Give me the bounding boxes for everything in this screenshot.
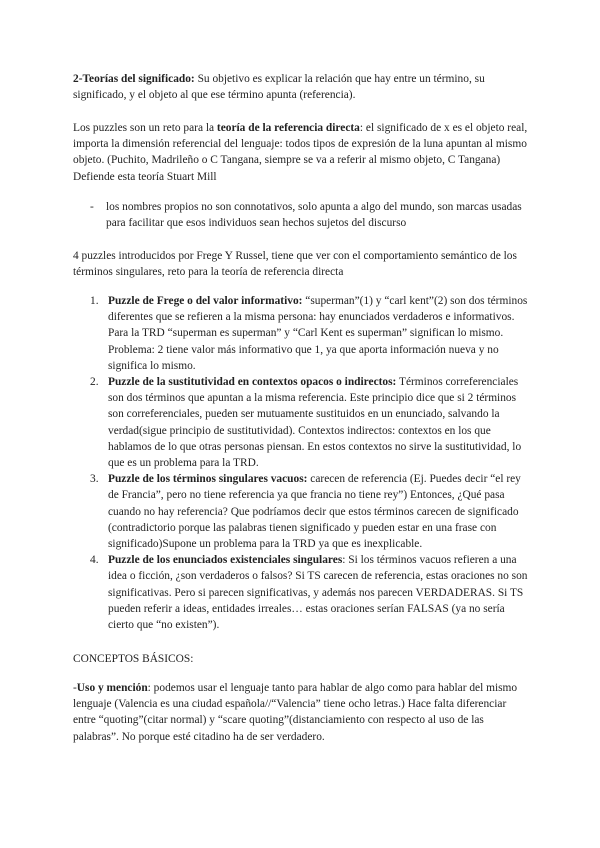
puzzles-intro-paragraph: [73, 120, 528, 185]
list-item: [73, 552, 528, 633]
uso-mencion-prefix: -: [73, 682, 77, 694]
puzzle-title: Puzzle de Frege o del valor informativo:: [108, 295, 303, 307]
bullet-list: [73, 199, 528, 231]
puzzle-text: “superman”(1) y “carl kent”(2) son dos términos diferentes que se refieren a la misma persona: hay enunciados verdaderos e informativos. Para la TRD “superman es superman” y “Carl Kent es superman” significan lo mismo. Problema: 2 tiene valor más informativo que 1, ya que aporta información nueva y no significa lo mismo.: [108, 295, 528, 372]
list-item: [73, 199, 528, 231]
list-number: 2.: [90, 376, 99, 389]
list-number: 1.: [90, 295, 99, 307]
defender-line: Defiende esta teoría Stuart Mill: [73, 170, 217, 183]
list-item: [73, 471, 528, 552]
section-heading: 2-Teorías del significado:: [73, 73, 195, 85]
uso-mencion-term: Uso y mención: [76, 682, 148, 694]
puzzle-title: Puzzle de la sustitutividad en contextos opacos o indirectos:: [108, 376, 397, 389]
four-puzzles-intro: 4 puzzles introducidos por Frege Y Russel, tiene que ver con el comportamiento semántico de los términos singulares, reto para la teoría de referencia directa: [73, 250, 517, 279]
uso-mencion-text: : podemos usar el lenguaje tanto para hablar de algo como para hablar del mismo lenguaje (Valencia es una ciudad española//“Valencia” tiene ocho letras.) Hace falta diferenciar entre “quoting”(citar normal) y “scare quoting”(distanciamiento con respecto al uso de las palabras”. No porque esté citadino ha de ser verdadero.: [73, 682, 518, 743]
conceptos-heading: CONCEPTOS BÁSICOS:: [73, 653, 194, 665]
puzzle-title: Puzzle de los términos singulares vacuos:: [108, 473, 308, 486]
puzzle-text: : Si los términos vacuos refieren a una idea o ficción, ¿son verdaderos o falsos? Si TS carecen de referencia, estas oraciones no son significativas. Pero si parecen significativas, y además nos parecen VERDADERAS. Si TS pueden referir a ideas, entidades irreales… estas oraciones serían FALSAS (ya no sería cierto que “no existen”).: [108, 554, 528, 632]
list-number: 3.: [90, 473, 99, 486]
uso-mencion-paragraph: [73, 680, 528, 745]
puzzles-intro-text-a: Los puzzles son un reto para la: [73, 122, 217, 134]
puzzle-text: carecen de referencia (Ej. Puedes decir “el rey de Francia”, pero no tiene referencia ya que francia no tiene rey”) Entonces, ¿Qué pasa cuando no hay referencia? Que podríamos decir que estos términos carecen de significado (contradictorio porque las palabras tienen significado y pueden estar en una frase con significado)Supone un problema para la TRD ya que es inexplicable.: [108, 473, 521, 551]
puzzles-intro-text-b: : el significado de x es el objeto real, importa la dimensión referencial del lenguaje: todos tipos de expresión de la luna apuntan al mismo objeto. (Puchito, Madrileño o C Tangana, siempre se va a referir al mismo objeto, C Tangana): [73, 122, 528, 167]
puzzles-list: [73, 293, 528, 633]
list-item: [73, 374, 528, 471]
bullet-text: los nombres propios no son connotativos, solo apunta a algo del mundo, son marcas usadas para facilitar que esos individuos sean hechos sujetos del discurso: [106, 201, 522, 230]
puzzle-text: Términos correferenciales son dos términos que apuntan a la misma referencia. Este principio dice que si 2 términos son correferenciales, pueden ser mutuamente sustituidos en un enunciado, salvando la verdad(sigue principio de sustitutividad). Contextos indirectos: contextos en los que hablamos de lo que otras personas piensan. En estos contextos no sirve la sustitutividad, lo que es un problema para la TRD.: [108, 376, 522, 470]
direct-reference-theory-term: teoría de la referencia directa: [216, 122, 360, 134]
bullet-marker: -: [90, 201, 94, 213]
list-number: 4.: [90, 554, 99, 567]
puzzle-title: Puzzle de los enunciados existenciales singulares: [108, 554, 343, 567]
section-title-paragraph: [73, 71, 528, 103]
section-intro-text: Su objetivo es explicar la relación que hay entre un término, su significado, y el objeto al que ese término apunta (referencia).: [73, 73, 485, 102]
list-item: [73, 293, 528, 374]
